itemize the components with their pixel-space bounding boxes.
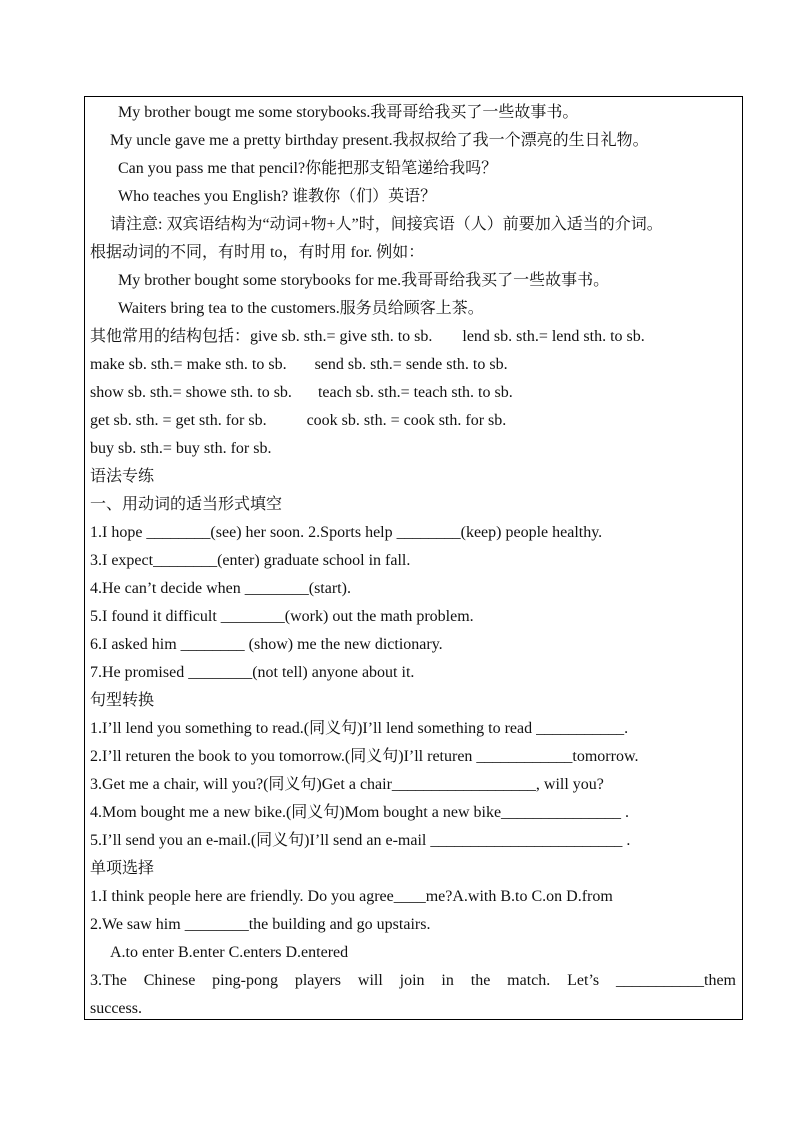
section-title-practice: 语法专练 <box>90 468 155 485</box>
structure-give: 其他常用的结构包括：give sb. sth.= give sth. to sb. <box>90 328 433 345</box>
choice-question: 2.We saw him ________the building and go upstairs. <box>90 916 431 933</box>
transform-question: 1.I’ll lend you something to read.(同义句)I’ll lend something to read ___________. <box>90 720 629 737</box>
example-line: Who teaches you English? 谁教你（们）英语？ <box>118 188 437 205</box>
choice-question: 1.I think people here are friendly. Do you agree____me?A.with B.to C.on D.from <box>90 888 613 905</box>
section-title-choice: 单项选择 <box>90 860 155 877</box>
example-line: My brother bought some storybooks for me.我哥哥给我买了一些故事书。 <box>118 272 610 289</box>
transform-question: 3.Get me a chair, will you?(同义句)Get a chair__________________, will you? <box>90 776 604 793</box>
structure-left: buy sb. sth.= buy sth. for sb. <box>90 440 272 457</box>
note-line: 请注意: 双宾语结构为“动词+物+人”时，间接宾语（人）前要加入适当的介词。 <box>110 216 663 233</box>
choice-question: 3.The Chinese ping-pong players will join in the match. Let’s ___________them <box>90 972 736 989</box>
structure-right: send sb. sth.= sende sth. to sb. <box>314 356 508 373</box>
fill-question: 3.I expect________(enter) graduate school in fall. <box>90 552 411 569</box>
transform-question: 4.Mom bought me a new bike.(同义句)Mom bought a new bike_______________ . <box>90 804 630 821</box>
structure-line <box>90 407 506 435</box>
fill-question: 5.I found it difficult ________(work) out the math problem. <box>90 608 474 625</box>
structure-lend: lend sb. sth.= lend sth. to sb. <box>462 328 645 345</box>
structure-line <box>90 351 508 379</box>
structure-right: teach sb. sth.= teach sth. to sb. <box>317 384 513 401</box>
structure-line <box>90 379 513 407</box>
example-line: Waiters bring tea to the customers.服务员给顾客上茶。 <box>118 300 484 317</box>
transform-question: 2.I’ll returen the book to you tomorrow.(同义句)I’ll returen ____________tomorrow. <box>90 748 639 765</box>
structure-line <box>90 435 271 463</box>
example-line: My brother bougt me some storybooks.我哥哥给我买了一些故事书。 <box>118 104 579 121</box>
example-line: Can you pass me that pencil?你能把那支铅笔递给我吗？ <box>118 160 498 177</box>
choice-question-cont: success. <box>90 1000 142 1017</box>
choice-options: A.to enter B.enter C.enters D.entered <box>110 944 349 961</box>
structure-left: make sb. sth.= make sth. to sb. <box>90 356 287 373</box>
fill-question: 7.He promised ________(not tell) anyone about it. <box>90 664 415 681</box>
section-title-transform: 句型转换 <box>90 692 155 709</box>
fill-question: 6.I asked him ________ (show) me the new dictionary. <box>90 636 443 653</box>
structure-left: show sb. sth.= showe sth. to sb. <box>90 384 292 401</box>
section-title-fill: 一、用动词的适当形式填空 <box>90 496 283 513</box>
fill-question: 1.I hope ________(see) her soon. 2.Sports help ________(keep) people healthy. <box>90 524 603 541</box>
example-line: My uncle gave me a pretty birthday present.我叔叔给了我一个漂亮的生日礼物。 <box>110 132 649 149</box>
structure-right: cook sb. sth. = cook sth. for sb. <box>306 412 507 429</box>
structure-left: get sb. sth. = get sth. for sb. <box>90 412 267 429</box>
fill-question: 4.He can’t decide when ________(start). <box>90 580 351 597</box>
structure-line <box>90 323 645 351</box>
transform-question: 5.I’ll send you an e-mail.(同义句)I’ll send an e-mail ________________________ . <box>90 832 631 849</box>
note-line: 根据动词的不同，有时用 to，有时用 for. 例如： <box>90 244 425 261</box>
